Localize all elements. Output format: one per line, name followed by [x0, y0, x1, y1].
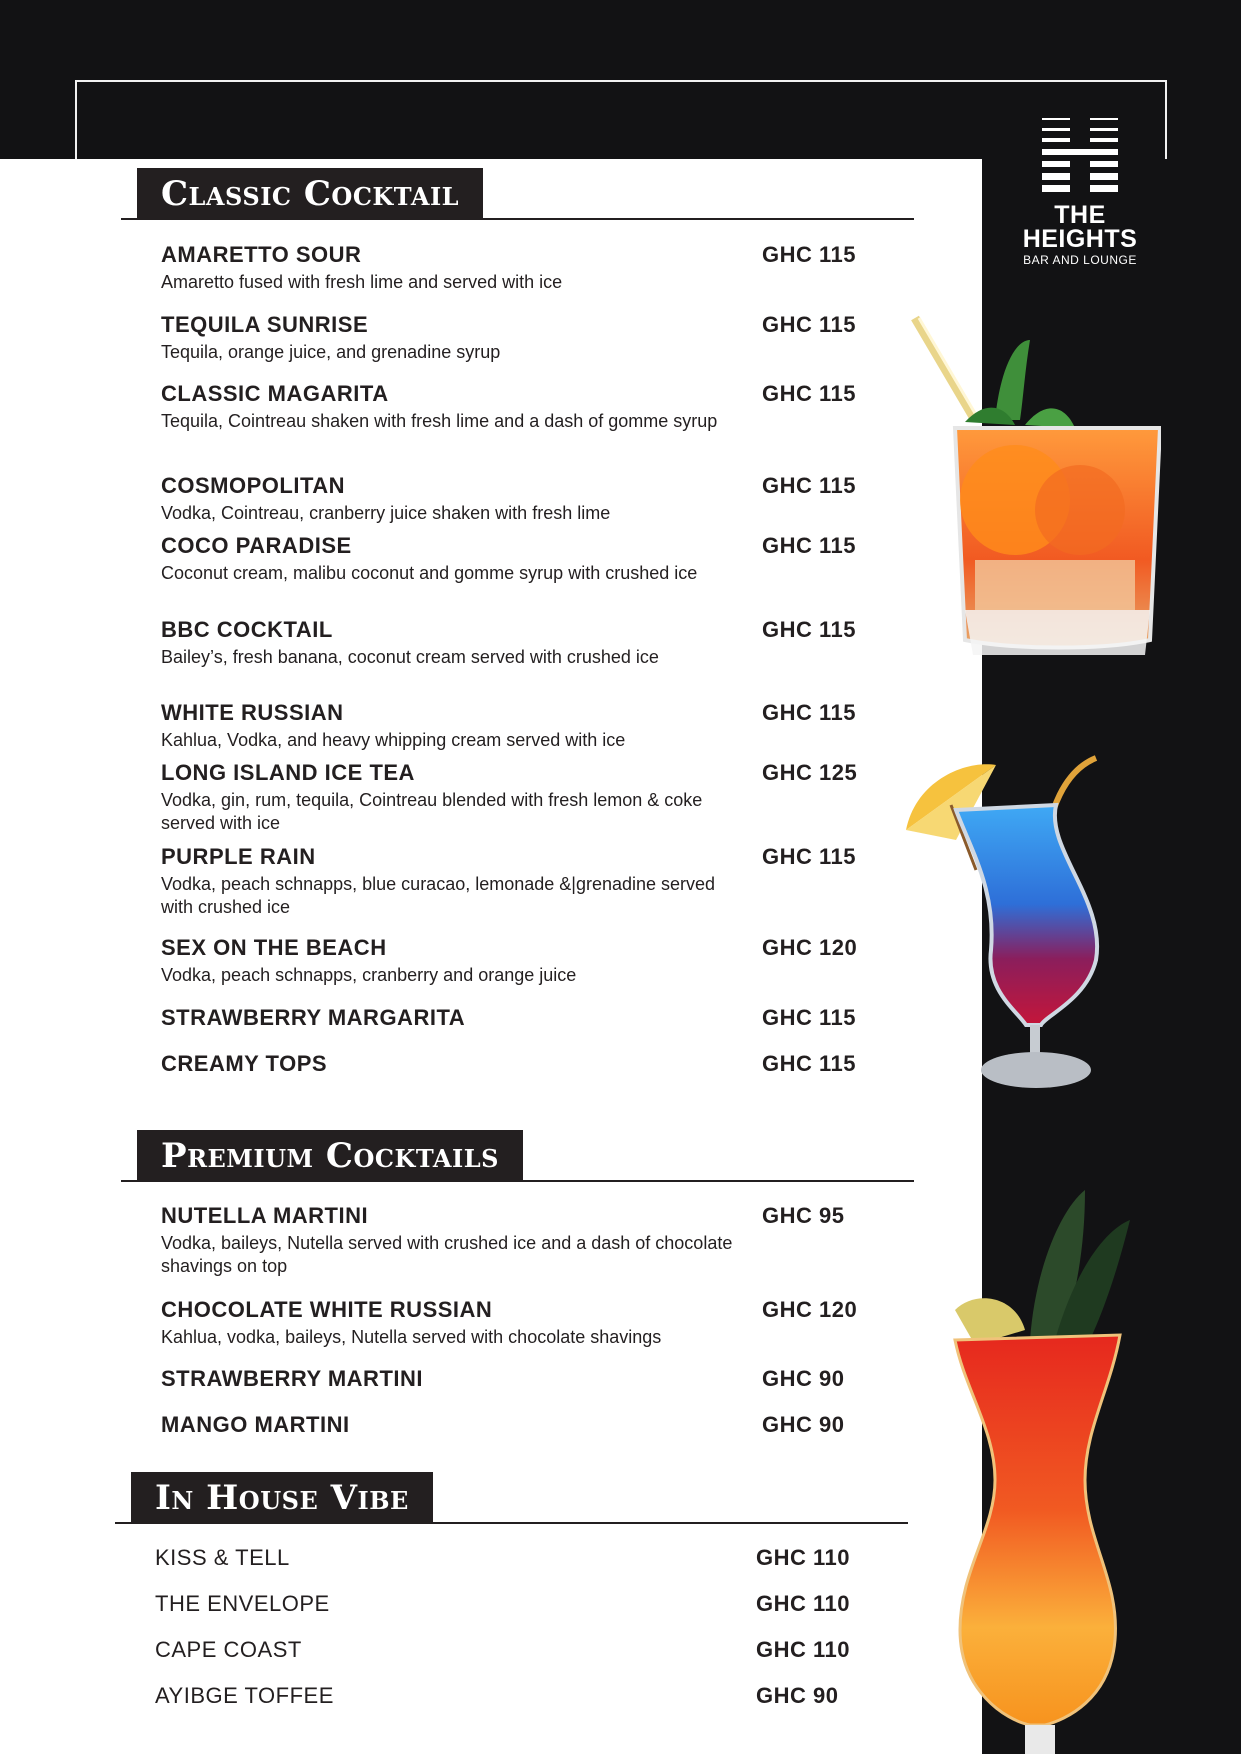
- item-price: GHC 115: [762, 844, 856, 869]
- item-price: GHC 115: [762, 1051, 856, 1076]
- item-price: GHC 110: [756, 1637, 850, 1662]
- item-description: Vodka, baileys, Nutella served with crushed ice and a dash of chocolate shavings on top: [161, 1233, 733, 1276]
- item-price: GHC 115: [762, 533, 856, 558]
- item-price: GHC 90: [762, 1366, 845, 1391]
- item-name: STRAWBERRY MARGARITA: [161, 1005, 466, 1030]
- item-price: GHC 120: [762, 935, 858, 960]
- item-description: Amaretto fused with fresh lime and served with ice: [161, 272, 563, 292]
- item-price: GHC 90: [756, 1683, 839, 1708]
- item-description: Vodka, peach schnapps, blue curacao, lemonade &|grenadine served with crushed ice: [161, 874, 716, 917]
- section-title: Premium Cocktails: [137, 1130, 523, 1182]
- item-name: COCO PARADISE: [161, 533, 352, 558]
- item-price: GHC 125: [762, 760, 858, 785]
- item-price: GHC 90: [762, 1412, 845, 1437]
- item-price: GHC 110: [756, 1591, 850, 1616]
- item-description: Tequila, Cointreau shaken with fresh lime and a dash of gomme syrup: [161, 411, 718, 431]
- brand-name-line2: HEIGHTS: [1022, 225, 1138, 253]
- item-name: THE ENVELOPE: [155, 1591, 330, 1616]
- item-name: AMARETTO SOUR: [161, 242, 362, 267]
- item-name: BBC COCKTAIL: [161, 617, 333, 642]
- item-price: GHC 120: [762, 1297, 858, 1322]
- item-name: CLASSIC MAGARITA: [161, 381, 389, 406]
- item-description: Kahlua, vodka, baileys, Nutella served with chocolate shavings: [161, 1327, 662, 1347]
- item-description: Vodka, gin, rum, tequila, Cointreau blended with fresh lemon & coke served with ice: [161, 790, 703, 833]
- orange-cocktail-image: [905, 310, 1161, 670]
- section-title: Classic Cocktail: [137, 168, 483, 220]
- tropical-hurricane-cocktail-image: [935, 1180, 1145, 1754]
- section-header-classic: [121, 168, 914, 220]
- item-name: STRAWBERRY MARTINI: [161, 1366, 423, 1391]
- item-name: KISS & TELL: [155, 1545, 290, 1570]
- brand-subtitle: BAR AND LOUNGE: [1023, 253, 1137, 267]
- item-name: CAPE COAST: [155, 1637, 302, 1662]
- item-name: MANGO MARTINI: [161, 1412, 350, 1437]
- divider: [121, 1180, 914, 1182]
- item-description: Vodka, Cointreau, cranberry juice shaken with fresh lime: [161, 503, 611, 523]
- item-price: GHC 115: [762, 242, 856, 267]
- item-name: COSMOPOLITAN: [161, 473, 346, 498]
- item-name: CREAMY TOPS: [161, 1051, 328, 1076]
- item-price: GHC 115: [762, 473, 856, 498]
- item-name: SEX ON THE BEACH: [161, 935, 387, 960]
- section-header-premium: [121, 1130, 914, 1182]
- item-description: Kahlua, Vodka, and heavy whipping cream served with ice: [161, 730, 626, 750]
- item-price: GHC 115: [762, 312, 856, 337]
- item-name: AYIBGE TOFFEE: [155, 1683, 334, 1708]
- item-name: PURPLE RAIN: [161, 844, 316, 869]
- item-price: GHC 110: [756, 1545, 850, 1570]
- item-description: Vodka, peach schnapps, cranberry and orange juice: [161, 965, 577, 985]
- item-description: Coconut cream, malibu coconut and gomme syrup with crushed ice: [161, 563, 698, 583]
- item-description: Bailey’s, fresh banana, coconut cream served with crushed ice: [161, 647, 659, 667]
- item-name: TEQUILA SUNRISE: [161, 312, 369, 337]
- item-price: GHC 115: [762, 381, 856, 406]
- brand-logo: [1010, 116, 1150, 267]
- heights-logo-icon: [1040, 116, 1120, 192]
- item-name: LONG ISLAND ICE TEA: [161, 760, 415, 785]
- item-name: CHOCOLATE WHITE RUSSIAN: [161, 1297, 493, 1322]
- item-name: WHITE RUSSIAN: [161, 700, 344, 725]
- item-name: NUTELLA MARTINI: [161, 1203, 369, 1228]
- divider: [115, 1522, 908, 1524]
- item-price: GHC 95: [762, 1203, 845, 1228]
- blue-lagoon-cocktail-image: [896, 750, 1136, 1095]
- brand-name-line1: THE: [1054, 201, 1106, 229]
- section-header-in-house: [115, 1472, 908, 1524]
- item-description: Tequila, orange juice, and grenadine syrup: [161, 342, 501, 362]
- item-price: GHC 115: [762, 700, 856, 725]
- item-price: GHC 115: [762, 1005, 856, 1030]
- section-title: In House Vibe: [131, 1472, 433, 1524]
- item-price: GHC 115: [762, 617, 856, 642]
- divider: [121, 218, 914, 220]
